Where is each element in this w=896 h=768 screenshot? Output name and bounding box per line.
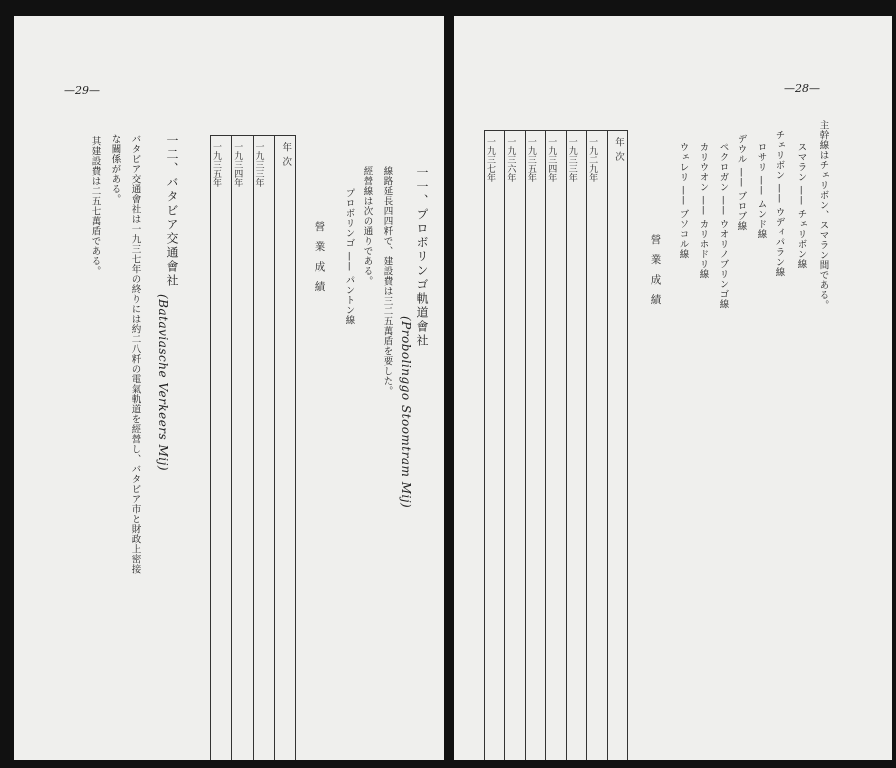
right-table-cell — [587, 131, 607, 761]
right-line-7: カリウオン —— カリホドリ線 — [697, 142, 709, 280]
right-table-cell — [485, 131, 505, 761]
left-table-cell — [253, 136, 274, 761]
right-table-cell-value: 一九三六年 — [505, 137, 516, 182]
right-line-1: 主幹線はチェリボン、スマラン間である。 — [817, 120, 829, 310]
section-11-results-heading: 營 業 成 績 — [313, 221, 326, 295]
section-12-romanized: (Bataviasche Verkeers Mij) — [156, 294, 170, 472]
section-11-line-2: 經營線は次の通りである。 — [361, 166, 373, 286]
right-table-cell-value: 一九三五年 — [525, 137, 536, 182]
page-number-right: —28— — [784, 82, 820, 95]
left-table-cell — [211, 136, 232, 761]
right-line-2: スマラン —— チェリボン線 — [795, 142, 807, 270]
right-table-cell-value: 一九三七年 — [485, 137, 495, 182]
right-page — [454, 16, 892, 760]
results-table-left — [210, 135, 296, 760]
right-table-cell — [525, 131, 545, 761]
section-12-line-2: な關係がある。 — [109, 134, 121, 204]
right-table-cell-value: 一九三三年 — [566, 137, 577, 182]
page-number-left: —29— — [64, 84, 100, 97]
results-table-right — [484, 130, 628, 760]
left-table-cell-value: 一九三三年 — [253, 142, 264, 187]
section-11-title: 一一、プロボリンゴ軌道會社 — [415, 166, 429, 348]
right-table-cell — [566, 131, 586, 761]
section-11-romanized: (Probolinggo Stoomtram Mij) — [399, 316, 413, 509]
section-11-line-1: 線路延長四四粁で、建設費は三二五萬盾を要した。 — [381, 166, 393, 396]
right-table-cell — [505, 131, 525, 761]
left-table-cell-value: 一九三四年 — [232, 142, 243, 187]
right-results-heading: 營 業 成 績 — [649, 234, 662, 308]
section-12-line-3: 其建設費は二五七萬盾である。 — [89, 136, 101, 276]
right-line-3: チェリボン —— ウディパラン線 — [773, 130, 785, 278]
left-table-header-cell — [274, 136, 295, 761]
right-line-4: ロサリ —— ムンド線 — [755, 142, 767, 240]
right-table-field-row — [485, 131, 628, 761]
right-table-cell-value: 一九二九年 — [587, 137, 598, 182]
left-table-field-row — [211, 136, 296, 761]
section-12-line-1: バタビア交通會社は一九三七年の終りには約二八粁の電氣軌道を經營し、バタビア市と財政上密接 — [129, 134, 141, 574]
section-11-line-3: プロボリンゴ —— パントン線 — [343, 188, 355, 326]
left-table-header-label: 年 次 — [280, 142, 292, 168]
right-line-6: ペクロガン —— ウオリノブリンゴ線 — [717, 142, 729, 310]
right-table-header-label: 年 次 — [613, 137, 625, 163]
section-12-title: 一二、バタビア交通會社 — [165, 134, 179, 288]
left-table-cell — [232, 136, 253, 761]
right-table-cell — [546, 131, 566, 761]
right-table-header-cell — [607, 131, 627, 761]
right-table-cell-value: 一九三四年 — [546, 137, 557, 182]
left-table-cell-value: 一九三五年 — [211, 142, 221, 187]
left-page — [14, 16, 444, 760]
right-line-5: デウル —— ブロブ線 — [735, 134, 747, 232]
right-line-8: ウェレリ —— ブソコル線 — [677, 142, 689, 260]
